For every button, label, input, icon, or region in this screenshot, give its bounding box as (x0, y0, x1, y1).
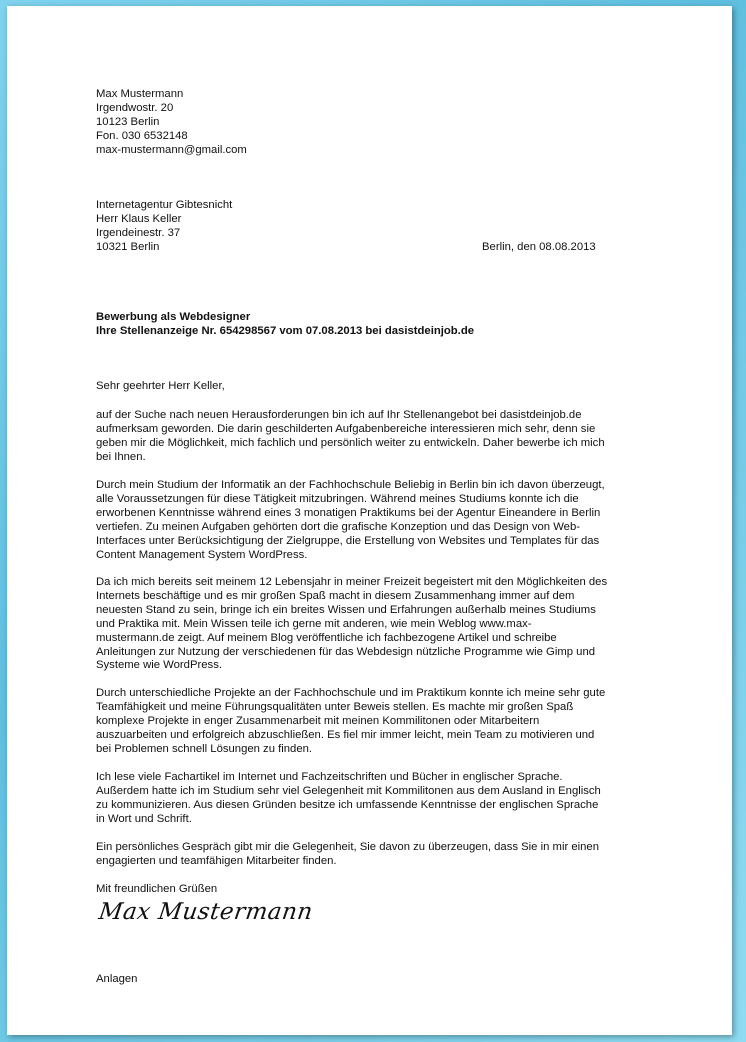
paragraph-line: engagierten und teamfähigen Mitarbeiter finden. (96, 854, 337, 867)
sender-city: 10123 Berlin (96, 115, 160, 128)
paragraph-line: Da ich mich bereits seit meinem 12 Lebensjahr in meiner Freizeit begeistert mit den Möglichkeiten des (96, 576, 608, 588)
paragraph-line: Anleitungen zur Nutzung der verschiedenen für das Webdesign nützliche Programme wie Gimp und (96, 645, 596, 658)
closing: Mit freundlichen Grüßen (96, 883, 218, 895)
paragraph-line: Durch unterschiedliche Projekte an der Fachhochschule und im Praktikum konnte ich meine sehr gute (96, 687, 606, 699)
subject-line-2: Ihre Stellenanzeige Nr. 654298567 vom 07.08.2013 bei dasistdeinjob.de (96, 324, 475, 337)
paragraph-line: zu kommunizieren. Aus diesen Gründen besitze ich umfassende Kenntnisse der englischen Sprache (96, 798, 599, 811)
recipient-city: 10321 Berlin (96, 240, 160, 253)
paragraph-line: vertiefen. Zu meinen Aufgaben gehörten dort die grafische Konzeption und das Design von Web- (96, 520, 580, 533)
paragraph-line: Content Management System WordPress. (96, 548, 308, 561)
paragraph-6 (96, 841, 599, 869)
paragraph-line: Interfaces unter Berücksichtigung der Zielgruppe, die Erstellung von Websites und Templates für das (96, 534, 600, 547)
letter-page (7, 6, 732, 1035)
recipient-address (96, 199, 232, 255)
recipient-person: Herr Klaus Keller (96, 212, 182, 225)
paragraph-line: Internets beschäftige und es mir großen Spaß macht in diesem Zusammenhang immer auf dem (96, 589, 575, 602)
subject-line-1: Bewerbung als Webdesigner (96, 311, 251, 323)
paragraph-line: Außerdem hatte ich im Studium sehr viel Gelegenheit mit Kommilitonen aus dem Ausland in Englisch (96, 784, 601, 797)
paragraph-line: Teamfähigkeit und meine Führungsqualitäten unter Beweis stellen. Es machte mir großen Spaß (96, 700, 574, 713)
paragraph-line: in Wort und Schrift. (96, 812, 192, 825)
paragraph-line: alle Voraussetzungen für diese Tätigkeit mitzubringen. Während meines Studiums konnte ich die (96, 492, 579, 505)
paragraph-line: erworbenen Kenntnisse während eines 3 monatigen Praktikums bei der Agentur Eineandere in Berlin (96, 506, 601, 519)
paragraph-line: neuesten Stand zu sein, bringe ich ein breites Wissen und Erfahrungen außerhalb meines Studiums (96, 603, 596, 616)
paragraph-4 (96, 687, 605, 757)
paragraph-line: aufmerksam geworden. Die darin geschilderten Aufgabenbereiche interessieren mich sehr, denn sie (96, 422, 596, 435)
sender-name: Max Mustermann (96, 88, 184, 100)
letter-date: Berlin, den 08.08.2013 (482, 241, 596, 253)
attachments: Anlagen (96, 973, 138, 985)
recipient-street: Irgendeinestr. 37 (96, 226, 181, 239)
paragraph-2 (96, 479, 605, 562)
paragraph-line: geben mir die Möglichkeit, mich fachlich und persönlich weiter zu entwickeln. Daher bewerbe ich mich (96, 436, 605, 449)
signature: Max Mustermann (97, 899, 315, 925)
paragraph-line: Ein persönliches Gespräch gibt mir die Gelegenheit, Sie davon zu überzeugen, dass Sie in mir einen (96, 841, 599, 853)
paragraph-line: bei Problemen schnell Lösungen zu finden. (96, 742, 313, 755)
paragraph-line: mustermann.de zeigt. Auf meinem Blog veröffentliche ich fachbezogene Artikel und schreibe (96, 631, 557, 644)
paragraph-line: Systeme wie WordPress. (96, 659, 222, 672)
paragraph-line: komplexe Projekte in enger Zusammenarbeit mit meinen Kommilitonen oder Mitarbeitern (96, 714, 540, 727)
sender-street: Irgendwostr. 20 (96, 101, 174, 114)
paragraph-line: und Praktika mit. Mein Wissen teile ich gerne mit anderen, wie mein Weblog www.max- (96, 617, 532, 630)
sender-phone: Fon. 030 6532148 (96, 129, 188, 142)
sender-email: max-mustermann@gmail.com (96, 143, 247, 156)
paragraph-line: bei Ihnen. (96, 450, 146, 463)
paragraph-5 (96, 771, 601, 827)
recipient-company: Internetagentur Gibtesnicht (96, 199, 233, 211)
salutation: Sehr geehrter Herr Keller, (96, 380, 225, 392)
paragraph-line: auszuarbeiten und erfolgreich abzuschließen. Es fiel mir immer leicht, mein Team zu motivieren und (96, 728, 595, 741)
paragraph-3 (96, 576, 607, 673)
paragraph-line: auf der Suche nach neuen Herausforderungen bin ich auf Ihr Stellenangebot bei dasistdeinjob.de (96, 409, 582, 421)
paragraph-line: Durch mein Studium der Informatik an der Fachhochschule Beliebig in Berlin bin ich davon überzeugt, (96, 479, 605, 491)
sender-address (96, 88, 247, 158)
paragraph-1 (96, 409, 605, 465)
paragraph-line: Ich lese viele Fachartikel im Internet und Fachzeitschriften und Bücher in englischer Sprache. (96, 771, 563, 783)
subject (96, 311, 474, 339)
